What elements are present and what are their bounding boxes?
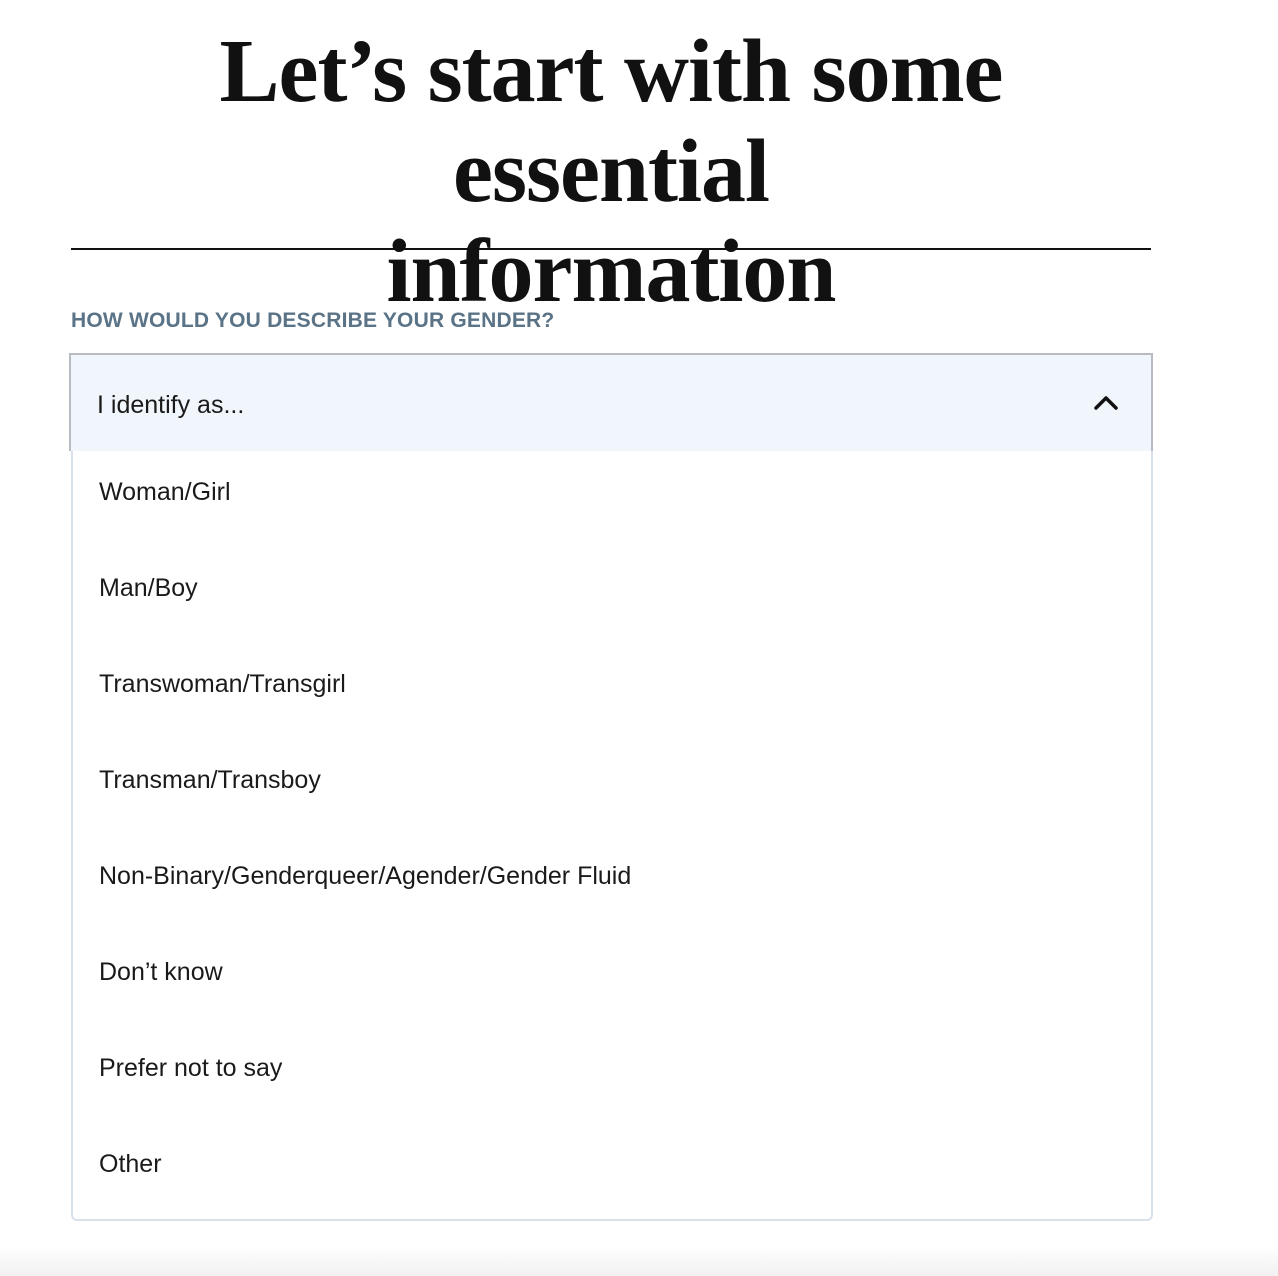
gender-option-man-boy[interactable]: Man/Boy xyxy=(99,574,198,602)
footer-fade xyxy=(0,1246,1278,1276)
gender-option-dont-know[interactable]: Don’t know xyxy=(99,958,223,986)
gender-select[interactable] xyxy=(69,353,1153,451)
gender-option-transman-transboy[interactable]: Transman/Transboy xyxy=(99,766,321,794)
page-title-line-2: information xyxy=(386,222,836,321)
page-title xyxy=(71,0,1151,322)
gender-option-prefer-not-to-say[interactable]: Prefer not to say xyxy=(99,1054,283,1082)
page-title-line-1: Let’s start with some essential xyxy=(219,22,1003,221)
page-container xyxy=(71,0,1151,1178)
chevron-up-icon[interactable] xyxy=(1093,393,1119,411)
title-divider xyxy=(71,248,1151,250)
gender-question-label: HOW WOULD YOU DESCRIBE YOUR GENDER? xyxy=(71,309,555,332)
gender-option-other[interactable]: Other xyxy=(99,1150,162,1178)
gender-option-non-binary[interactable]: Non-Binary/Genderqueer/Agender/Gender Fluid xyxy=(99,862,632,890)
gender-select-placeholder: I identify as... xyxy=(97,391,245,419)
gender-option-transwoman-transgirl[interactable]: Transwoman/Transgirl xyxy=(99,670,346,698)
gender-options-list xyxy=(71,451,1153,1221)
gender-option-woman-girl[interactable]: Woman/Girl xyxy=(99,478,231,506)
